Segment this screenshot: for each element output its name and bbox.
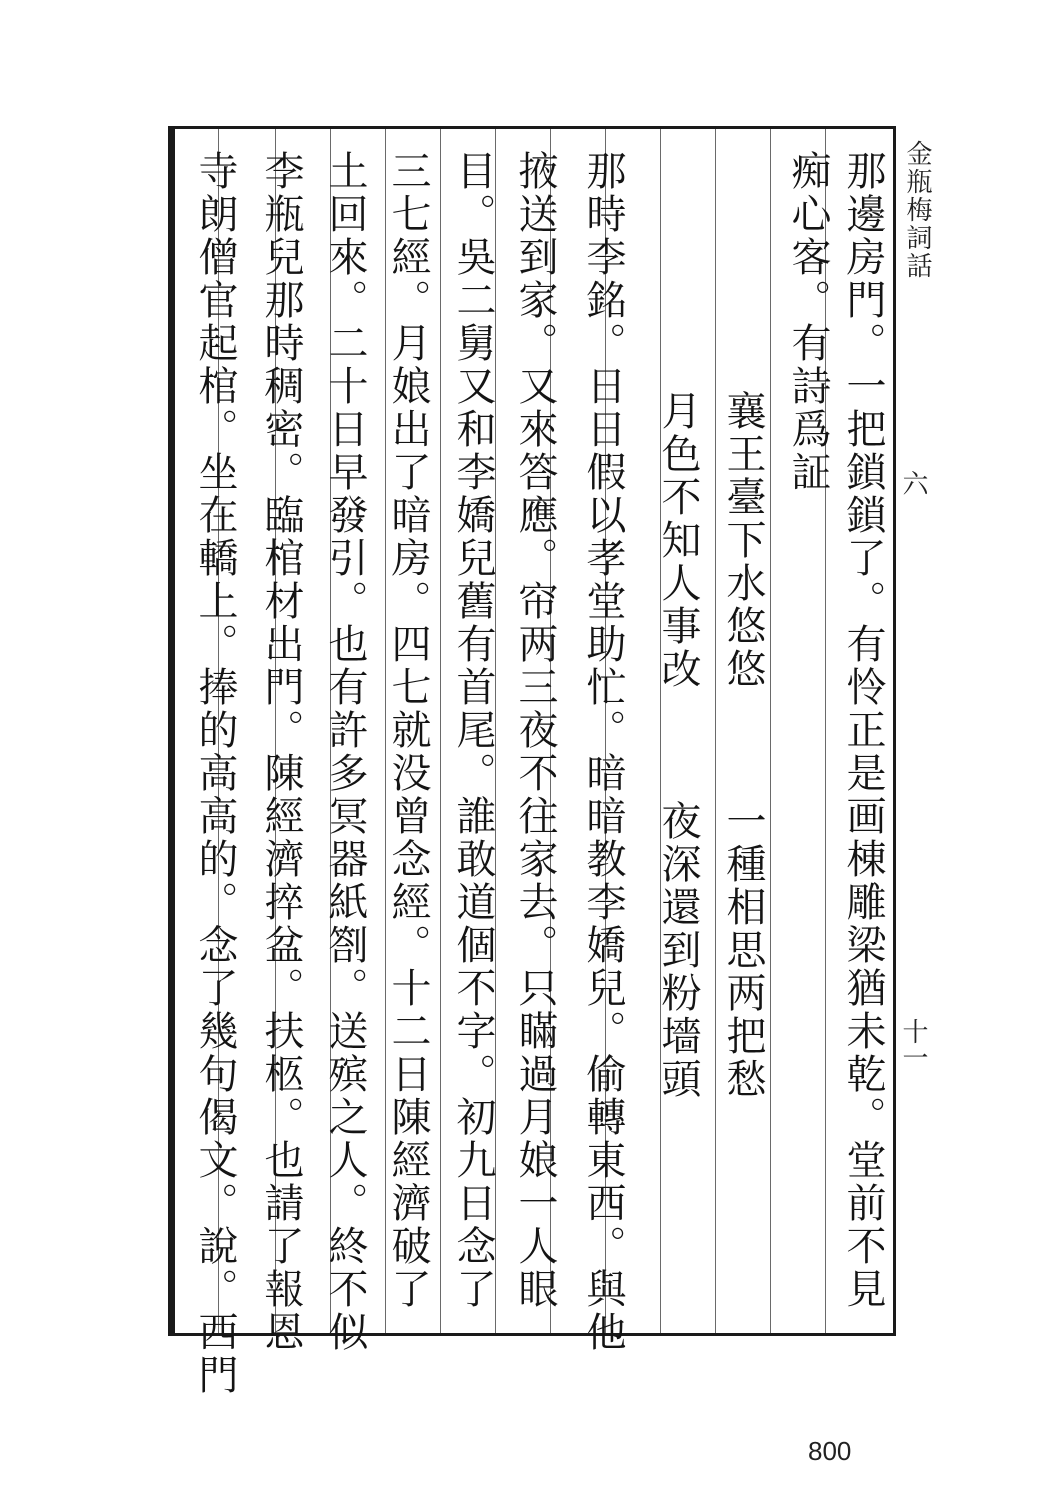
poem-line: 月色不知人事改 xyxy=(655,390,701,691)
text-column: 掖送到家。又來答應。帘两三夜不往家去。只瞞過月娘一人眼 xyxy=(512,150,558,1311)
text-column: 土回來。二十日早發引。也有許多冥器紙劄。送殡之人。終不似 xyxy=(322,150,368,1354)
column-rule xyxy=(660,129,661,1333)
text-column: 那時李銘。日日假以孝堂助忙。暗暗教李嬌兒。偷轉東西。與他 xyxy=(580,150,626,1354)
column-rule xyxy=(715,129,716,1333)
column-rule xyxy=(440,129,441,1333)
text-column: 那邊房門。一把鎖鎖了。有怜正是画棟雕梁猶未乾。堂前不見 xyxy=(840,150,886,1311)
poem-line: 夜深還到粉墻頭 xyxy=(655,800,701,1101)
inner-border-line xyxy=(170,126,175,1336)
margin-juan-mark: 六 xyxy=(898,470,928,496)
column-rule xyxy=(770,129,771,1333)
margin-book-title: 金瓶梅詞話 xyxy=(902,140,932,280)
poem-line: 一種相思两把愁 xyxy=(720,800,766,1101)
text-column: 寺朗僧官起棺。坐在轎上。捧的高高的。念了幾句偈文。說。西門 xyxy=(192,150,238,1397)
poem-line: 襄王臺下水悠悠 xyxy=(720,390,766,691)
margin-leaf-number: 十一 xyxy=(898,1018,928,1070)
page-number: 800 xyxy=(808,1436,852,1466)
text-column: 三七經。月娘出了暗房。四七就没曾念經。十二日陳經濟破了 xyxy=(385,150,431,1311)
text-column: 目。吳二舅又和李嬌兒舊有首尾。誰敢道個不字。初九日念了 xyxy=(450,150,496,1311)
text-column: 李瓶兒那時稠密。臨棺材出門。陳經濟捽盆。扶柩。也請了報恩 xyxy=(258,150,304,1354)
text-column: 痴心客。有詩爲証 xyxy=(785,150,831,494)
